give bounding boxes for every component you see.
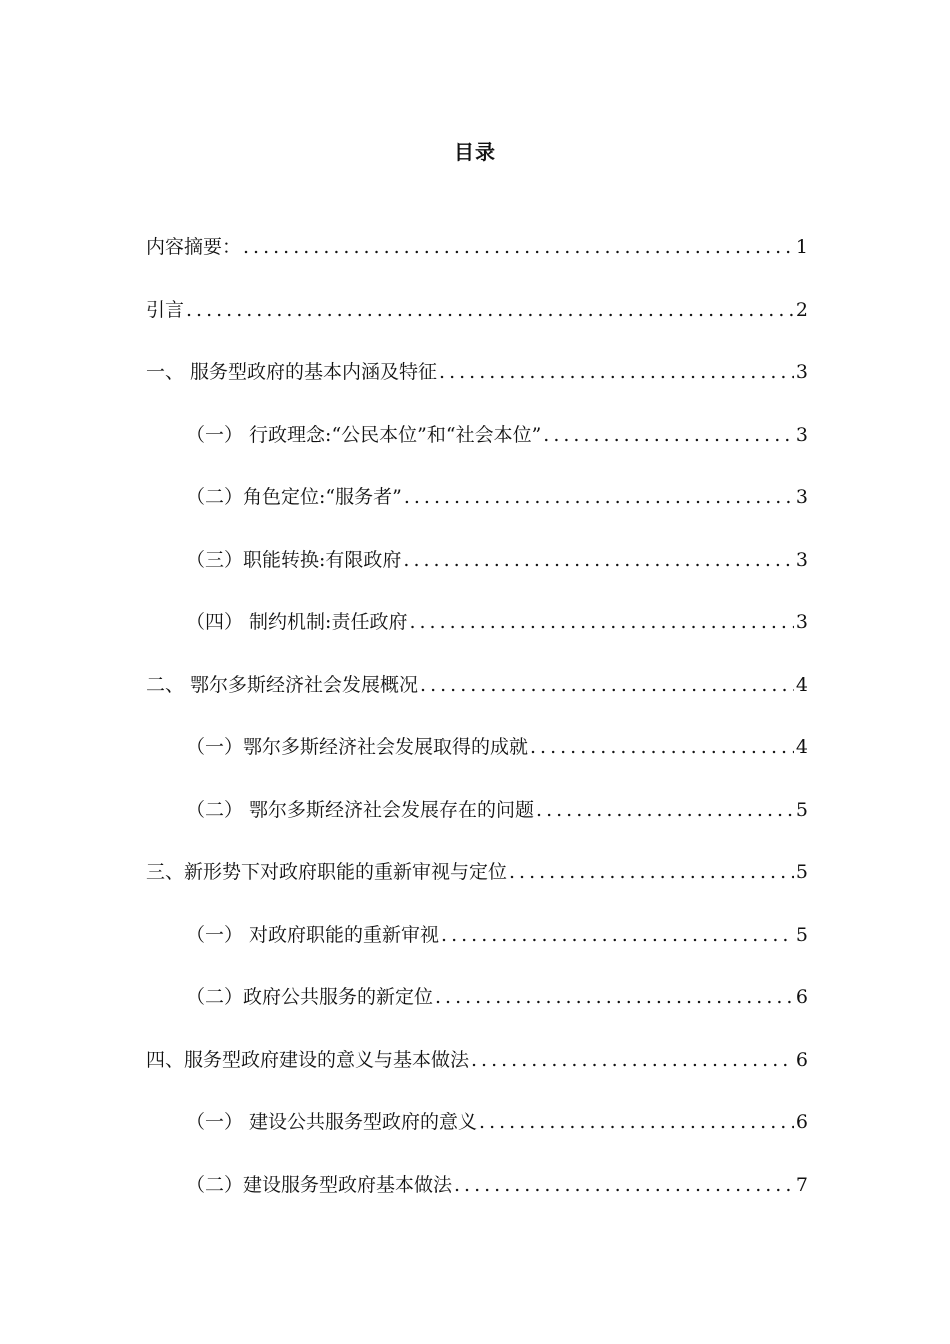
toc-entry-text: （二）建设服务型政府基本做法 [186,1173,453,1196]
toc-entry[interactable] [146,607,808,670]
toc-page-number: 5 [795,923,808,946]
toc-leader-dots [536,799,794,821]
toc-entry-text: （二） 鄂尔多斯经济社会发展存在的问题 [186,798,535,821]
toc-leader-dots [543,424,794,446]
toc-entry-text: （一）鄂尔多斯经济社会发展取得的成就 [186,736,529,758]
toc-leader-dots [441,924,794,946]
toc-leader-dots [435,986,794,1008]
toc-entry-text: （一） 行政理念:“公民本位”和“社会本位” [186,423,542,446]
toc-page-number: 5 [795,861,808,883]
toc-leader-dots [454,1174,794,1196]
toc-leader-dots [471,1049,794,1071]
toc-entry[interactable] [146,1170,808,1233]
toc-page-number: 6 [795,1048,808,1071]
toc-entry[interactable] [146,1045,808,1108]
toc-entry[interactable] [146,732,808,795]
toc-entry-text: 一、 服务型政府的基本内涵及特征 [146,361,438,383]
toc-page-number: 3 [795,361,808,383]
toc-leader-dots [479,1111,794,1133]
toc-page-number: 2 [795,298,808,321]
toc-leader-dots [420,674,794,696]
toc-entry[interactable] [146,357,808,420]
toc-page-number: 5 [795,798,808,821]
toc-entry-text: 引言 [146,298,185,321]
toc-leader-dots [409,611,793,633]
toc-entry[interactable] [146,295,808,358]
toc-leader-dots [530,736,794,758]
toc-page-number: 6 [795,986,808,1008]
toc-leader-dots [403,549,794,571]
toc-leader-dots [404,486,794,508]
toc-entry[interactable] [146,795,808,858]
toc-entry-text: （三）职能转换:有限政府 [186,548,402,571]
toc-entry[interactable] [146,920,808,983]
toc-entry[interactable] [146,1107,808,1170]
toc-entry[interactable] [146,545,808,608]
toc-entry[interactable] [146,857,808,920]
toc-entry[interactable] [146,982,808,1045]
toc-entry[interactable] [146,670,808,733]
toc-page-number: 1 [795,236,808,258]
toc-entry-text: 二、 鄂尔多斯经济社会发展概况 [146,673,419,696]
toc-page-number: 3 [795,423,808,446]
toc-entry-text: （二）政府公共服务的新定位 [186,986,434,1008]
toc-entry-text: 四、服务型政府建设的意义与基本做法 [146,1048,470,1071]
toc-entry[interactable] [146,232,808,295]
toc-title: 目录 [454,140,496,164]
toc-page-number: 3 [795,548,808,571]
toc-page-number: 3 [795,486,808,508]
toc-leader-dots [186,299,794,321]
toc-entry-text: （一） 建设公共服务型政府的意义 [186,1111,478,1133]
toc-leader-dots [243,236,794,258]
toc-page-number: 6 [795,1111,808,1133]
toc-entry-text: （四） 制约机制:责任政府 [186,611,408,633]
toc-entry-text: （二）角色定位:“服务者” [186,486,402,508]
toc-page-number: 4 [795,673,808,696]
toc-page-number: 7 [795,1173,808,1196]
toc-entry[interactable] [146,482,808,545]
toc-entry[interactable] [146,420,808,483]
toc-leader-dots [439,361,794,383]
toc-entry-text: （一） 对政府职能的重新审视 [186,923,440,946]
toc-list [146,232,808,1232]
toc-page-number: 3 [795,611,808,633]
toc-entry-text: 三、新形势下对政府职能的重新审视与定位 [146,861,508,883]
toc-page-number: 4 [795,736,808,758]
toc-entry-text: 内容摘要： [146,236,242,258]
toc-leader-dots [509,861,794,883]
